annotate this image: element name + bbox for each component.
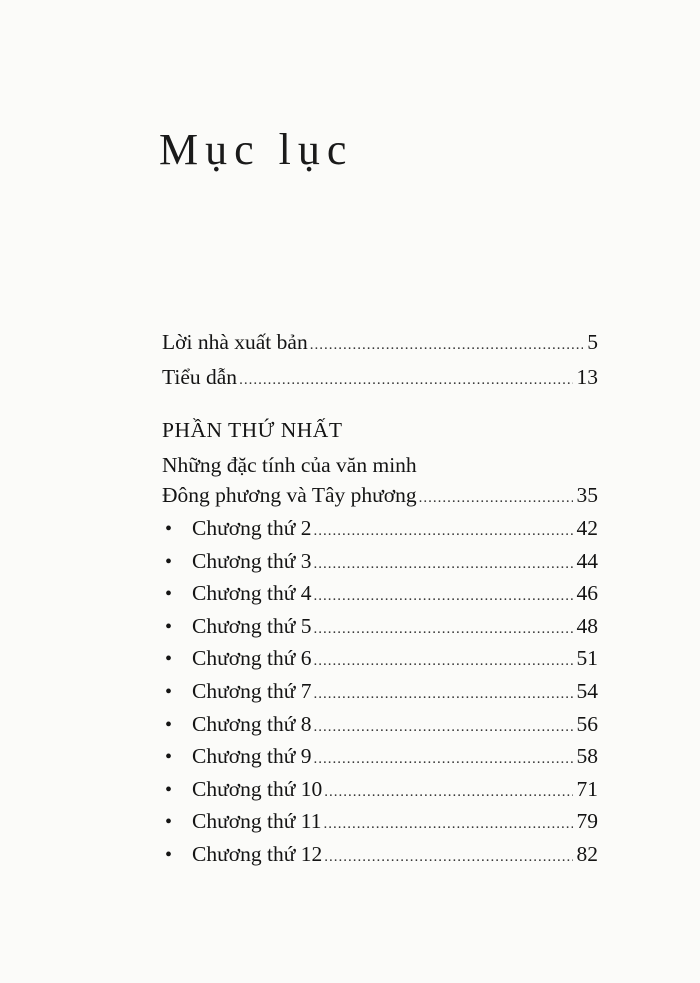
toc-page-number: 35 bbox=[576, 483, 598, 507]
dot-leader bbox=[239, 365, 572, 395]
toc-entry-label: Chương thứ 4 bbox=[192, 581, 312, 605]
toc-entry-chapter bbox=[165, 839, 598, 869]
toc-page-number: 51 bbox=[576, 646, 598, 670]
dot-leader bbox=[314, 679, 573, 709]
toc-page-number: 56 bbox=[576, 712, 598, 736]
toc-page-number: 82 bbox=[576, 842, 598, 866]
bullet-icon: • bbox=[165, 518, 173, 540]
toc-entry-part-subtitle bbox=[162, 480, 598, 510]
bullet-icon: • bbox=[165, 746, 173, 768]
part-heading: PHẦN THỨ NHẤT bbox=[162, 418, 343, 442]
toc-entry-chapter bbox=[165, 611, 598, 641]
dot-leader bbox=[419, 483, 573, 513]
toc-entry-label: Chương thứ 9 bbox=[192, 744, 312, 768]
toc-entry-label: Chương thứ 8 bbox=[192, 712, 312, 736]
toc-entry-label: Chương thứ 6 bbox=[192, 646, 312, 670]
dot-leader bbox=[310, 330, 584, 360]
toc-entry-label: Tiểu dẫn bbox=[162, 365, 238, 389]
toc-entry-label: Chương thứ 3 bbox=[192, 549, 312, 573]
toc-entry-chapter bbox=[165, 578, 598, 608]
dot-leader bbox=[314, 581, 573, 611]
dot-leader bbox=[323, 809, 572, 839]
dot-leader bbox=[314, 744, 573, 774]
bullet-icon: • bbox=[165, 648, 173, 670]
part-subtitle-line1: Những đặc tính của văn minh bbox=[162, 453, 417, 477]
toc-entry-chapter bbox=[165, 741, 598, 771]
toc-entry-label: Lời nhà xuất bản bbox=[162, 330, 308, 354]
bullet-icon: • bbox=[165, 714, 173, 736]
toc-page-number: 42 bbox=[576, 516, 598, 540]
toc-page-number: 48 bbox=[576, 614, 598, 638]
bullet-icon: • bbox=[165, 811, 173, 833]
bullet-icon: • bbox=[165, 681, 173, 703]
toc-page-number: 13 bbox=[576, 365, 598, 389]
dot-leader bbox=[314, 614, 573, 644]
bullet-icon: • bbox=[165, 583, 173, 605]
toc-page-number: 58 bbox=[576, 744, 598, 768]
toc-entry-front-1 bbox=[162, 327, 598, 357]
bullet-icon: • bbox=[165, 551, 173, 573]
dot-leader bbox=[314, 549, 573, 579]
toc-page-number: 79 bbox=[576, 809, 598, 833]
toc-page-number: 44 bbox=[576, 549, 598, 573]
bullet-icon: • bbox=[165, 616, 173, 638]
bullet-icon: • bbox=[165, 779, 173, 801]
toc-entry-chapter bbox=[165, 774, 598, 804]
dot-leader bbox=[314, 516, 573, 546]
toc-entry-label: Chương thứ 5 bbox=[192, 614, 312, 638]
part-subtitle-line2: Đông phương và Tây phương bbox=[162, 483, 417, 507]
bullet-icon: • bbox=[165, 844, 173, 866]
toc-entry-label: Chương thứ 10 bbox=[192, 777, 323, 801]
toc-entry-label: Chương thứ 7 bbox=[192, 679, 312, 703]
toc-page-number: 71 bbox=[576, 777, 598, 801]
toc-entry-chapter bbox=[165, 709, 598, 739]
toc-page-number: 54 bbox=[576, 679, 598, 703]
dot-leader bbox=[314, 712, 573, 742]
dot-leader bbox=[324, 777, 572, 807]
toc-entry-front-2 bbox=[162, 362, 598, 392]
toc-entry-chapter bbox=[165, 806, 598, 836]
toc-entry-chapter bbox=[165, 546, 598, 576]
toc-entry-label: Chương thứ 11 bbox=[192, 809, 322, 833]
toc-entry-chapter bbox=[165, 643, 598, 673]
toc-page-number: 5 bbox=[587, 330, 598, 354]
toc-entry-label: Chương thứ 12 bbox=[192, 842, 323, 866]
toc-entry-chapter bbox=[165, 513, 598, 543]
dot-leader bbox=[314, 646, 573, 676]
toc-entry-label: Chương thứ 2 bbox=[192, 516, 312, 540]
toc-page-number: 46 bbox=[576, 581, 598, 605]
toc-entry-chapter bbox=[165, 676, 598, 706]
page-title: Mục lục bbox=[159, 125, 354, 174]
dot-leader bbox=[324, 842, 572, 872]
